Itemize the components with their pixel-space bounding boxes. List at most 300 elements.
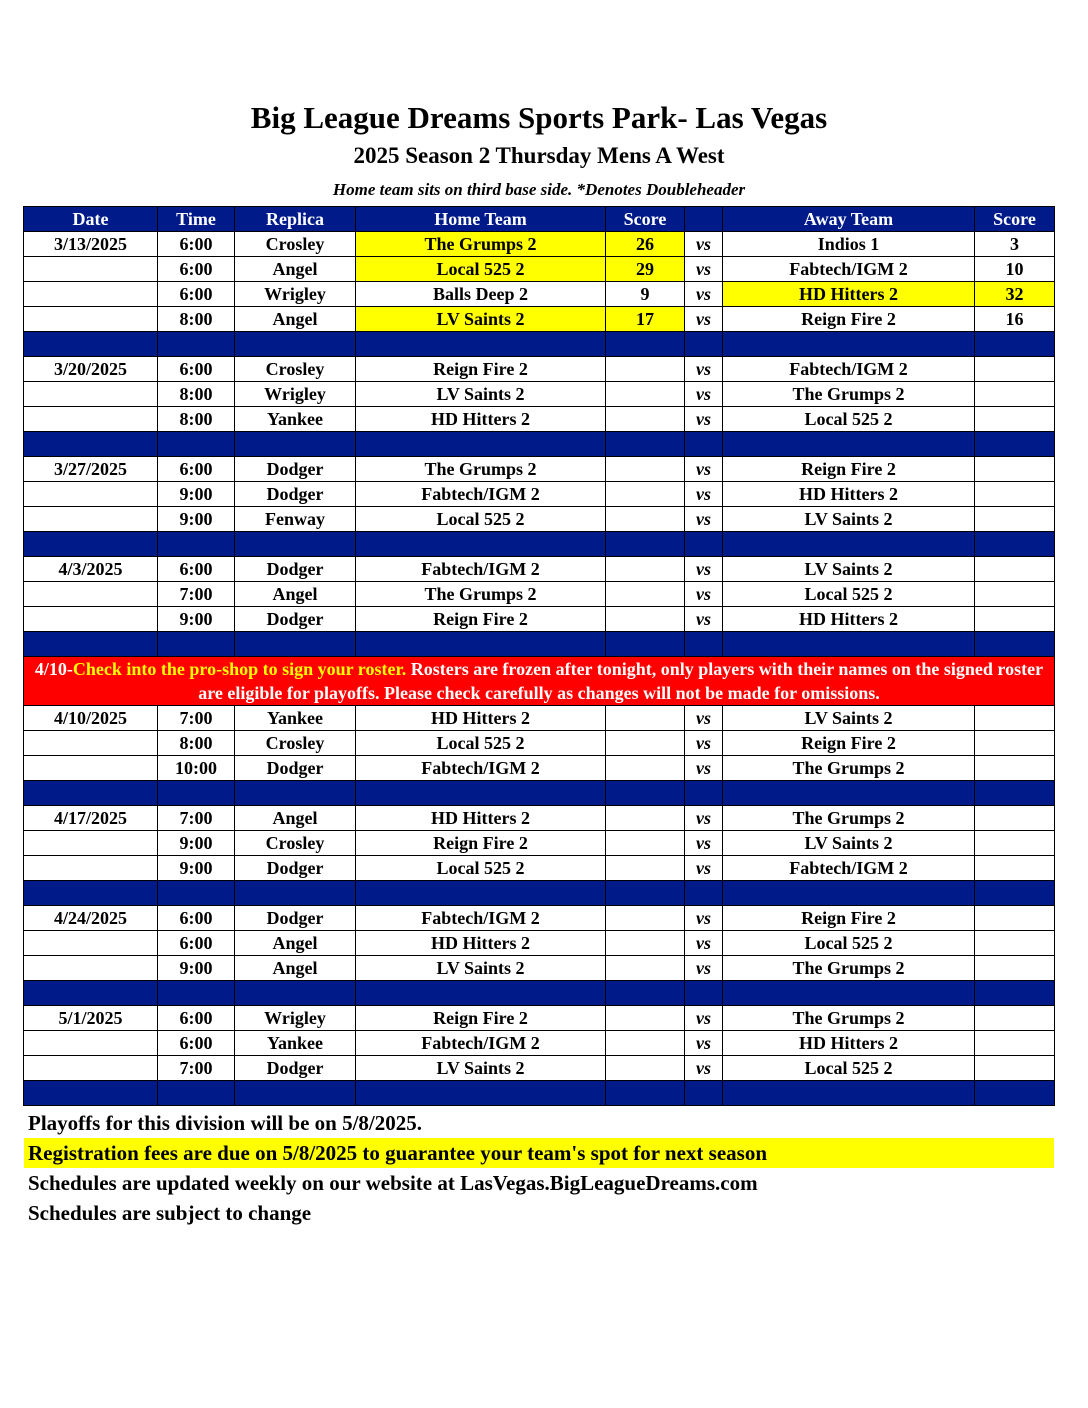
col-home-score: Score: [606, 207, 685, 232]
schedule-note: Home team sits on third base side. *Denotes Doubleheader: [332, 180, 746, 199]
game-row: [24, 257, 1055, 282]
home-score: [606, 906, 685, 931]
separator-cell: [158, 332, 235, 357]
game-time: 6:00: [158, 1006, 235, 1031]
home-team: The Grumps 2: [356, 582, 606, 607]
home-team: The Grumps 2: [356, 232, 606, 257]
game-row: [24, 407, 1055, 432]
notice-prefix: 4/10-: [34, 659, 73, 679]
separator-cell: [606, 781, 685, 806]
separator-cell: [975, 981, 1055, 1006]
game-date: [24, 257, 158, 282]
website-note: Schedules are updated weekly on our website at LasVegas.BigLeagueDreams.com: [28, 1171, 758, 1195]
game-row: [24, 1031, 1055, 1056]
home-score: 26: [606, 232, 685, 257]
separator-cell: [235, 781, 356, 806]
game-replica: Yankee: [235, 1031, 356, 1056]
separator-cell: [975, 332, 1055, 357]
week-separator: [24, 432, 1055, 457]
vs-label: vs: [685, 607, 723, 632]
vs-label: vs: [685, 557, 723, 582]
game-time: 9:00: [158, 856, 235, 881]
game-row: [24, 382, 1055, 407]
away-score: [975, 407, 1055, 432]
vs-label: vs: [685, 357, 723, 382]
game-date: 4/17/2025: [24, 806, 158, 831]
game-time: 6:00: [158, 232, 235, 257]
separator-cell: [158, 881, 235, 906]
change-note: Schedules are subject to change: [28, 1201, 312, 1225]
col-home-team: Home Team: [356, 207, 606, 232]
game-date: [24, 507, 158, 532]
separator-cell: [158, 1081, 235, 1106]
game-date: [24, 307, 158, 332]
vs-label: vs: [685, 856, 723, 881]
game-replica: Angel: [235, 931, 356, 956]
game-row: [24, 856, 1055, 881]
separator-cell: [723, 781, 975, 806]
vs-label: vs: [685, 407, 723, 432]
game-date: [24, 931, 158, 956]
game-time: 10:00: [158, 756, 235, 781]
separator-cell: [235, 981, 356, 1006]
home-team: HD Hitters 2: [356, 931, 606, 956]
home-team: LV Saints 2: [356, 382, 606, 407]
col-time: Time: [158, 207, 235, 232]
home-team: Local 525 2: [356, 507, 606, 532]
game-date: 4/24/2025: [24, 906, 158, 931]
game-time: 8:00: [158, 407, 235, 432]
game-replica: Crosley: [235, 831, 356, 856]
game-replica: Crosley: [235, 232, 356, 257]
game-date: [24, 731, 158, 756]
away-score: [975, 906, 1055, 931]
game-time: 8:00: [158, 307, 235, 332]
game-replica: Angel: [235, 806, 356, 831]
home-score: [606, 706, 685, 731]
game-row: [24, 706, 1055, 731]
game-time: 8:00: [158, 382, 235, 407]
separator-cell: [356, 1081, 606, 1106]
separator-cell: [158, 781, 235, 806]
playoffs-note: Playoffs for this division will be on 5/8/2025.: [28, 1111, 422, 1135]
game-date: [24, 407, 158, 432]
separator-cell: [24, 781, 158, 806]
game-date: [24, 482, 158, 507]
col-away-score: Score: [975, 207, 1055, 232]
home-score: [606, 507, 685, 532]
game-row: [24, 1056, 1055, 1081]
separator-cell: [723, 881, 975, 906]
home-score: [606, 1031, 685, 1056]
separator-cell: [723, 981, 975, 1006]
game-time: 7:00: [158, 582, 235, 607]
game-date: 4/3/2025: [24, 557, 158, 582]
page-title: Big League Dreams Sports Park- Las Vegas: [250, 100, 828, 135]
away-team: Indios 1: [723, 232, 975, 257]
game-replica: Dodger: [235, 607, 356, 632]
home-score: [606, 407, 685, 432]
home-score: [606, 1006, 685, 1031]
home-team: Fabtech/IGM 2: [356, 482, 606, 507]
game-replica: Fenway: [235, 507, 356, 532]
game-replica: Dodger: [235, 482, 356, 507]
away-score: [975, 806, 1055, 831]
away-team: Fabtech/IGM 2: [723, 257, 975, 282]
game-date: 3/27/2025: [24, 457, 158, 482]
separator-cell: [356, 981, 606, 1006]
game-row: [24, 906, 1055, 931]
home-team: HD Hitters 2: [356, 407, 606, 432]
game-row: [24, 956, 1055, 981]
home-team: Local 525 2: [356, 731, 606, 756]
separator-cell: [685, 532, 723, 557]
away-team: Reign Fire 2: [723, 731, 975, 756]
home-score: [606, 482, 685, 507]
game-date: [24, 1031, 158, 1056]
separator-cell: [723, 632, 975, 657]
game-row: [24, 482, 1055, 507]
separator-cell: [158, 532, 235, 557]
home-score: [606, 931, 685, 956]
home-score: [606, 831, 685, 856]
separator-cell: [606, 632, 685, 657]
away-score: 10: [975, 257, 1055, 282]
game-replica: Dodger: [235, 906, 356, 931]
game-row: [24, 282, 1055, 307]
away-score: [975, 557, 1055, 582]
game-replica: Angel: [235, 956, 356, 981]
away-team: Local 525 2: [723, 582, 975, 607]
registration-note: Registration fees are due on 5/8/2025 to guarantee your team's spot for next season: [24, 1138, 1054, 1168]
col-away-team: Away Team: [723, 207, 975, 232]
home-score: [606, 357, 685, 382]
game-row: [24, 1006, 1055, 1031]
week-separator: [24, 532, 1055, 557]
away-score: [975, 582, 1055, 607]
home-team: Local 525 2: [356, 257, 606, 282]
away-team: Local 525 2: [723, 931, 975, 956]
away-score: [975, 831, 1055, 856]
separator-cell: [24, 632, 158, 657]
week-separator: [24, 632, 1055, 657]
separator-cell: [235, 632, 356, 657]
separator-cell: [235, 881, 356, 906]
game-replica: Crosley: [235, 357, 356, 382]
separator-cell: [606, 432, 685, 457]
schedule-body: [24, 232, 1055, 1106]
game-row: [24, 756, 1055, 781]
game-replica: Yankee: [235, 407, 356, 432]
away-team: Reign Fire 2: [723, 307, 975, 332]
game-time: 9:00: [158, 507, 235, 532]
separator-cell: [975, 1081, 1055, 1106]
game-time: 6:00: [158, 1031, 235, 1056]
game-row: [24, 607, 1055, 632]
home-team: Reign Fire 2: [356, 607, 606, 632]
away-team: The Grumps 2: [723, 956, 975, 981]
vs-label: vs: [685, 831, 723, 856]
game-row: [24, 831, 1055, 856]
separator-cell: [356, 332, 606, 357]
separator-cell: [975, 881, 1055, 906]
game-row: [24, 582, 1055, 607]
game-replica: Crosley: [235, 731, 356, 756]
away-score: [975, 731, 1055, 756]
separator-cell: [606, 332, 685, 357]
col-vs: [685, 207, 723, 232]
vs-label: vs: [685, 282, 723, 307]
vs-label: vs: [685, 582, 723, 607]
game-replica: Wrigley: [235, 1006, 356, 1031]
home-score: [606, 582, 685, 607]
separator-cell: [685, 1081, 723, 1106]
game-replica: Dodger: [235, 457, 356, 482]
separator-cell: [24, 1081, 158, 1106]
vs-label: vs: [685, 1006, 723, 1031]
away-team: LV Saints 2: [723, 557, 975, 582]
game-row: [24, 232, 1055, 257]
vs-label: vs: [685, 482, 723, 507]
game-date: [24, 582, 158, 607]
home-team: Reign Fire 2: [356, 1006, 606, 1031]
home-team: Reign Fire 2: [356, 357, 606, 382]
home-score: [606, 856, 685, 881]
home-team: LV Saints 2: [356, 307, 606, 332]
separator-cell: [356, 632, 606, 657]
game-replica: Angel: [235, 257, 356, 282]
away-score: [975, 457, 1055, 482]
separator-cell: [24, 981, 158, 1006]
away-score: [975, 507, 1055, 532]
separator-cell: [235, 432, 356, 457]
col-date: Date: [24, 207, 158, 232]
separator-cell: [606, 981, 685, 1006]
separator-cell: [158, 632, 235, 657]
separator-cell: [685, 881, 723, 906]
home-score: [606, 457, 685, 482]
separator-cell: [606, 1081, 685, 1106]
game-replica: Dodger: [235, 557, 356, 582]
home-team: LV Saints 2: [356, 1056, 606, 1081]
away-score: [975, 856, 1055, 881]
game-row: [24, 307, 1055, 332]
game-time: 7:00: [158, 806, 235, 831]
away-team: LV Saints 2: [723, 831, 975, 856]
week-separator: [24, 881, 1055, 906]
week-separator: [24, 981, 1055, 1006]
home-score: [606, 956, 685, 981]
game-time: 6:00: [158, 357, 235, 382]
vs-label: vs: [685, 756, 723, 781]
separator-cell: [606, 532, 685, 557]
away-score: [975, 382, 1055, 407]
vs-label: vs: [685, 956, 723, 981]
separator-cell: [606, 881, 685, 906]
away-team: LV Saints 2: [723, 507, 975, 532]
game-time: 6:00: [158, 257, 235, 282]
game-date: [24, 382, 158, 407]
home-team: Fabtech/IGM 2: [356, 1031, 606, 1056]
home-team: Fabtech/IGM 2: [356, 756, 606, 781]
away-score: [975, 956, 1055, 981]
separator-cell: [158, 981, 235, 1006]
separator-cell: [685, 332, 723, 357]
separator-cell: [235, 532, 356, 557]
vs-label: vs: [685, 307, 723, 332]
vs-label: vs: [685, 457, 723, 482]
game-date: [24, 607, 158, 632]
away-score: 32: [975, 282, 1055, 307]
away-score: [975, 357, 1055, 382]
game-row: [24, 357, 1055, 382]
separator-cell: [975, 532, 1055, 557]
game-date: [24, 856, 158, 881]
away-score: [975, 1031, 1055, 1056]
vs-label: vs: [685, 257, 723, 282]
home-team: The Grumps 2: [356, 457, 606, 482]
away-team: HD Hitters 2: [723, 482, 975, 507]
separator-cell: [723, 332, 975, 357]
separator-cell: [356, 432, 606, 457]
separator-cell: [685, 981, 723, 1006]
home-score: [606, 1056, 685, 1081]
separator-cell: [685, 632, 723, 657]
vs-label: vs: [685, 706, 723, 731]
vs-label: vs: [685, 382, 723, 407]
separator-cell: [24, 332, 158, 357]
game-replica: Wrigley: [235, 382, 356, 407]
game-date: [24, 1056, 158, 1081]
home-score: 29: [606, 257, 685, 282]
game-time: 9:00: [158, 482, 235, 507]
separator-cell: [24, 881, 158, 906]
away-team: The Grumps 2: [723, 806, 975, 831]
roster-notice-text: [24, 657, 1055, 706]
vs-label: vs: [685, 232, 723, 257]
away-team: Reign Fire 2: [723, 906, 975, 931]
schedule-table: [23, 206, 1055, 1106]
vs-label: vs: [685, 931, 723, 956]
away-team: The Grumps 2: [723, 756, 975, 781]
separator-cell: [356, 781, 606, 806]
separator-cell: [975, 632, 1055, 657]
separator-cell: [685, 781, 723, 806]
home-score: [606, 607, 685, 632]
separator-cell: [158, 432, 235, 457]
game-time: 9:00: [158, 607, 235, 632]
page-subtitle: 2025 Season 2 Thursday Mens A West: [353, 143, 725, 168]
home-team: Fabtech/IGM 2: [356, 557, 606, 582]
separator-cell: [235, 332, 356, 357]
home-score: [606, 756, 685, 781]
separator-cell: [24, 432, 158, 457]
away-score: [975, 1056, 1055, 1081]
separator-cell: [24, 532, 158, 557]
game-time: 6:00: [158, 931, 235, 956]
week-separator: [24, 1081, 1055, 1106]
away-score: [975, 706, 1055, 731]
week-separator: [24, 332, 1055, 357]
separator-cell: [975, 432, 1055, 457]
game-time: 7:00: [158, 706, 235, 731]
game-replica: Dodger: [235, 856, 356, 881]
game-time: 8:00: [158, 731, 235, 756]
away-team: HD Hitters 2: [723, 282, 975, 307]
game-replica: Yankee: [235, 706, 356, 731]
game-replica: Wrigley: [235, 282, 356, 307]
separator-cell: [723, 432, 975, 457]
game-row: [24, 507, 1055, 532]
vs-label: vs: [685, 731, 723, 756]
game-time: 6:00: [158, 457, 235, 482]
vs-label: vs: [685, 1031, 723, 1056]
away-score: [975, 756, 1055, 781]
vs-label: vs: [685, 507, 723, 532]
away-team: Reign Fire 2: [723, 457, 975, 482]
game-time: 9:00: [158, 956, 235, 981]
separator-cell: [356, 532, 606, 557]
away-team: HD Hitters 2: [723, 1031, 975, 1056]
away-score: [975, 607, 1055, 632]
away-team: Fabtech/IGM 2: [723, 856, 975, 881]
separator-cell: [356, 881, 606, 906]
home-team: LV Saints 2: [356, 956, 606, 981]
game-time: 6:00: [158, 282, 235, 307]
home-team: Local 525 2: [356, 856, 606, 881]
game-date: [24, 756, 158, 781]
away-team: HD Hitters 2: [723, 607, 975, 632]
home-score: [606, 557, 685, 582]
away-team: Local 525 2: [723, 407, 975, 432]
game-date: 4/10/2025: [24, 706, 158, 731]
away-team: Local 525 2: [723, 1056, 975, 1081]
game-replica: Angel: [235, 582, 356, 607]
home-team: Fabtech/IGM 2: [356, 906, 606, 931]
vs-label: vs: [685, 906, 723, 931]
vs-label: vs: [685, 806, 723, 831]
game-replica: Dodger: [235, 756, 356, 781]
separator-cell: [685, 432, 723, 457]
separator-cell: [235, 1081, 356, 1106]
home-team: Balls Deep 2: [356, 282, 606, 307]
game-row: [24, 931, 1055, 956]
away-score: 3: [975, 232, 1055, 257]
game-date: 5/1/2025: [24, 1006, 158, 1031]
separator-cell: [723, 1081, 975, 1106]
game-date: [24, 831, 158, 856]
col-replica: Replica: [235, 207, 356, 232]
home-score: [606, 382, 685, 407]
game-date: 3/13/2025: [24, 232, 158, 257]
roster-notice: [24, 657, 1055, 706]
game-row: [24, 457, 1055, 482]
game-date: 3/20/2025: [24, 357, 158, 382]
away-team: The Grumps 2: [723, 382, 975, 407]
home-score: [606, 806, 685, 831]
away-team: LV Saints 2: [723, 706, 975, 731]
game-replica: Angel: [235, 307, 356, 332]
game-time: 9:00: [158, 831, 235, 856]
notice-highlight: Check into the pro-shop to sign your roster.: [72, 659, 407, 679]
away-score: [975, 931, 1055, 956]
game-row: [24, 557, 1055, 582]
notice-rest: Rosters are frozen after tonight, only players with their names on the signed roster are eligible for playoffs. Please check carefully as changes will not be made for omissions.: [198, 659, 1044, 703]
game-row: [24, 806, 1055, 831]
game-row: [24, 731, 1055, 756]
away-team: Fabtech/IGM 2: [723, 357, 975, 382]
home-score: 17: [606, 307, 685, 332]
